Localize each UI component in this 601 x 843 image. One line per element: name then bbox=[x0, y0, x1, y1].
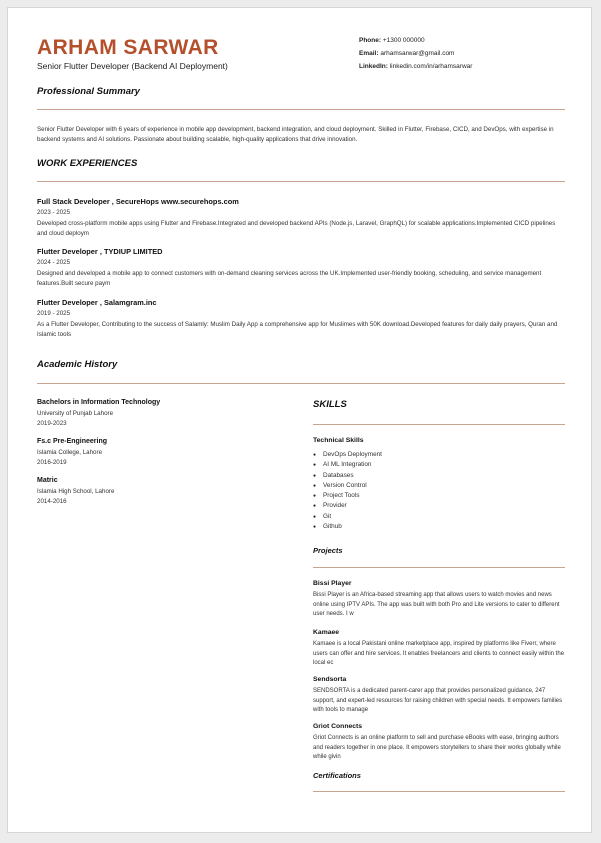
experience-divider bbox=[37, 181, 565, 182]
skills-divider bbox=[313, 424, 565, 425]
skill-item: ● Project Tools bbox=[313, 491, 382, 501]
school-name: Islamia High School, Lahore bbox=[37, 488, 115, 495]
job-description: Developed cross-platform mobile apps using Flutter and Firebase.Integrated and developed backend APIs (Node.js, Laravel, GraphQL) for scalable applications.Implemented CICD pipelines and cloud deploym bbox=[37, 220, 556, 237]
project-description: Griot Connects is an online platform to sell and purchase eBooks with ease, bringing authors and readers together in one place. It empowers storytellers to share their works globally while while givin bbox=[313, 735, 561, 760]
linkedin-value: linkedin.com/in/arhamsarwar bbox=[389, 63, 473, 70]
school-name: Islamia College, Lahore bbox=[37, 449, 103, 456]
school-name: University of Punjab Lahore bbox=[37, 410, 114, 417]
project-title: Kamaee bbox=[313, 629, 340, 636]
academic-heading: Academic History bbox=[37, 359, 118, 370]
summary-divider bbox=[37, 109, 565, 110]
contact-email bbox=[359, 47, 472, 60]
project-title: Sendsorta bbox=[313, 676, 347, 683]
phone-label: Phone: bbox=[359, 37, 382, 44]
projects-heading: Projects bbox=[313, 546, 343, 555]
candidate-name: ARHAM SARWAR bbox=[37, 36, 219, 59]
job-title: Full Stack Developer , SecureHops www.securehops.com bbox=[37, 197, 239, 206]
email-label: Email: bbox=[359, 50, 379, 57]
skill-item: ● AI ML Integration bbox=[313, 460, 382, 470]
candidate-role: Senior Flutter Developer (Backend AI Deployment) bbox=[37, 61, 228, 71]
job-dates: 2024 - 2025 bbox=[37, 259, 71, 266]
skills-list bbox=[313, 450, 382, 532]
project-description: Bissi Player is an Africa-based streaming app that allows users to watch movies and news online using IPTV APIs. The app was built with both Pro and Lite versions to cater to different user needs. I w bbox=[313, 592, 560, 617]
degree-title: Matric bbox=[37, 477, 58, 484]
project-title: Griot Connects bbox=[313, 723, 363, 730]
contact-phone bbox=[359, 34, 472, 47]
project-title: Bissi Player bbox=[313, 580, 352, 587]
summary-heading: Professional Summary bbox=[37, 86, 140, 97]
skill-item: ● Github bbox=[313, 522, 382, 532]
skill-item: ● Databases bbox=[313, 471, 382, 481]
contact-block bbox=[359, 34, 472, 73]
summary-text: Senior Flutter Developer with 6 years of experience in mobile app development, backend integration, and cloud deployment. Skilled in Flutter, Firebase, CICD, and DevOps, with expertise in backend systems and AI solutions. Passionate about building scalable, high-quality applications that drive innovation. bbox=[37, 126, 554, 143]
certifications-divider bbox=[313, 791, 565, 792]
skill-item: ● Provider bbox=[313, 501, 382, 511]
experience-heading: WORK EXPERIENCES bbox=[37, 158, 138, 169]
technical-skills-heading: Technical Skills bbox=[313, 437, 364, 444]
email-value: arhamsarwar@gmail.com bbox=[380, 50, 455, 57]
academic-divider bbox=[37, 383, 565, 384]
project-description: Kamaee is a local Pakistani online marketplace app, inspired by platforms like Fiverr, where users can offer and hire services. It enables freelancers and clients to connect easily within the local ec bbox=[313, 641, 565, 666]
skill-item: ● Git bbox=[313, 512, 382, 522]
study-years: 2019-2023 bbox=[37, 420, 67, 427]
degree-title: Bachelors in Information Technology bbox=[37, 399, 161, 406]
skill-item: ● DevOps Deployment bbox=[313, 450, 382, 460]
phone-value: +1300 000000 bbox=[382, 37, 425, 44]
contact-linkedin bbox=[359, 60, 472, 73]
job-description: Designed and developed a mobile app to connect customers with on-demand cleaning services across the UK.Implemented user-friendly booking, scheduling, and service management features.Built secure paym bbox=[37, 270, 542, 287]
projects-divider bbox=[313, 567, 565, 568]
linkedin-label: LinkedIn: bbox=[359, 63, 388, 70]
job-title: Flutter Developer , Salamgram.inc bbox=[37, 298, 157, 307]
study-years: 2016-2019 bbox=[37, 459, 67, 466]
job-dates: 2019 - 2025 bbox=[37, 310, 71, 317]
project-description: SENDSORTA is a dedicated parent-carer app that provides personalized guidance, 247 support, and expert-led resources for raising children with special needs. It empowers families with tools to manage bbox=[313, 688, 563, 713]
skills-heading: SKILLS bbox=[313, 399, 347, 410]
study-years: 2014-2016 bbox=[37, 498, 67, 505]
resume-page bbox=[7, 7, 592, 833]
job-title: Flutter Developer , TYDIUP LIMITED bbox=[37, 247, 163, 256]
job-description: As a Flutter Developer, Contributing to the success of Salamly: Muslim Daily App a comprehensive app for Muslimes with 50K download.Developed features for daily daily prayers, Quran and Islamic tools bbox=[37, 321, 558, 338]
job-dates: 2023 - 2025 bbox=[37, 209, 71, 216]
certifications-heading: Certifications bbox=[313, 771, 361, 780]
degree-title: Fs.c Pre-Engineering bbox=[37, 438, 108, 445]
skill-item: ● Version Control bbox=[313, 481, 382, 491]
